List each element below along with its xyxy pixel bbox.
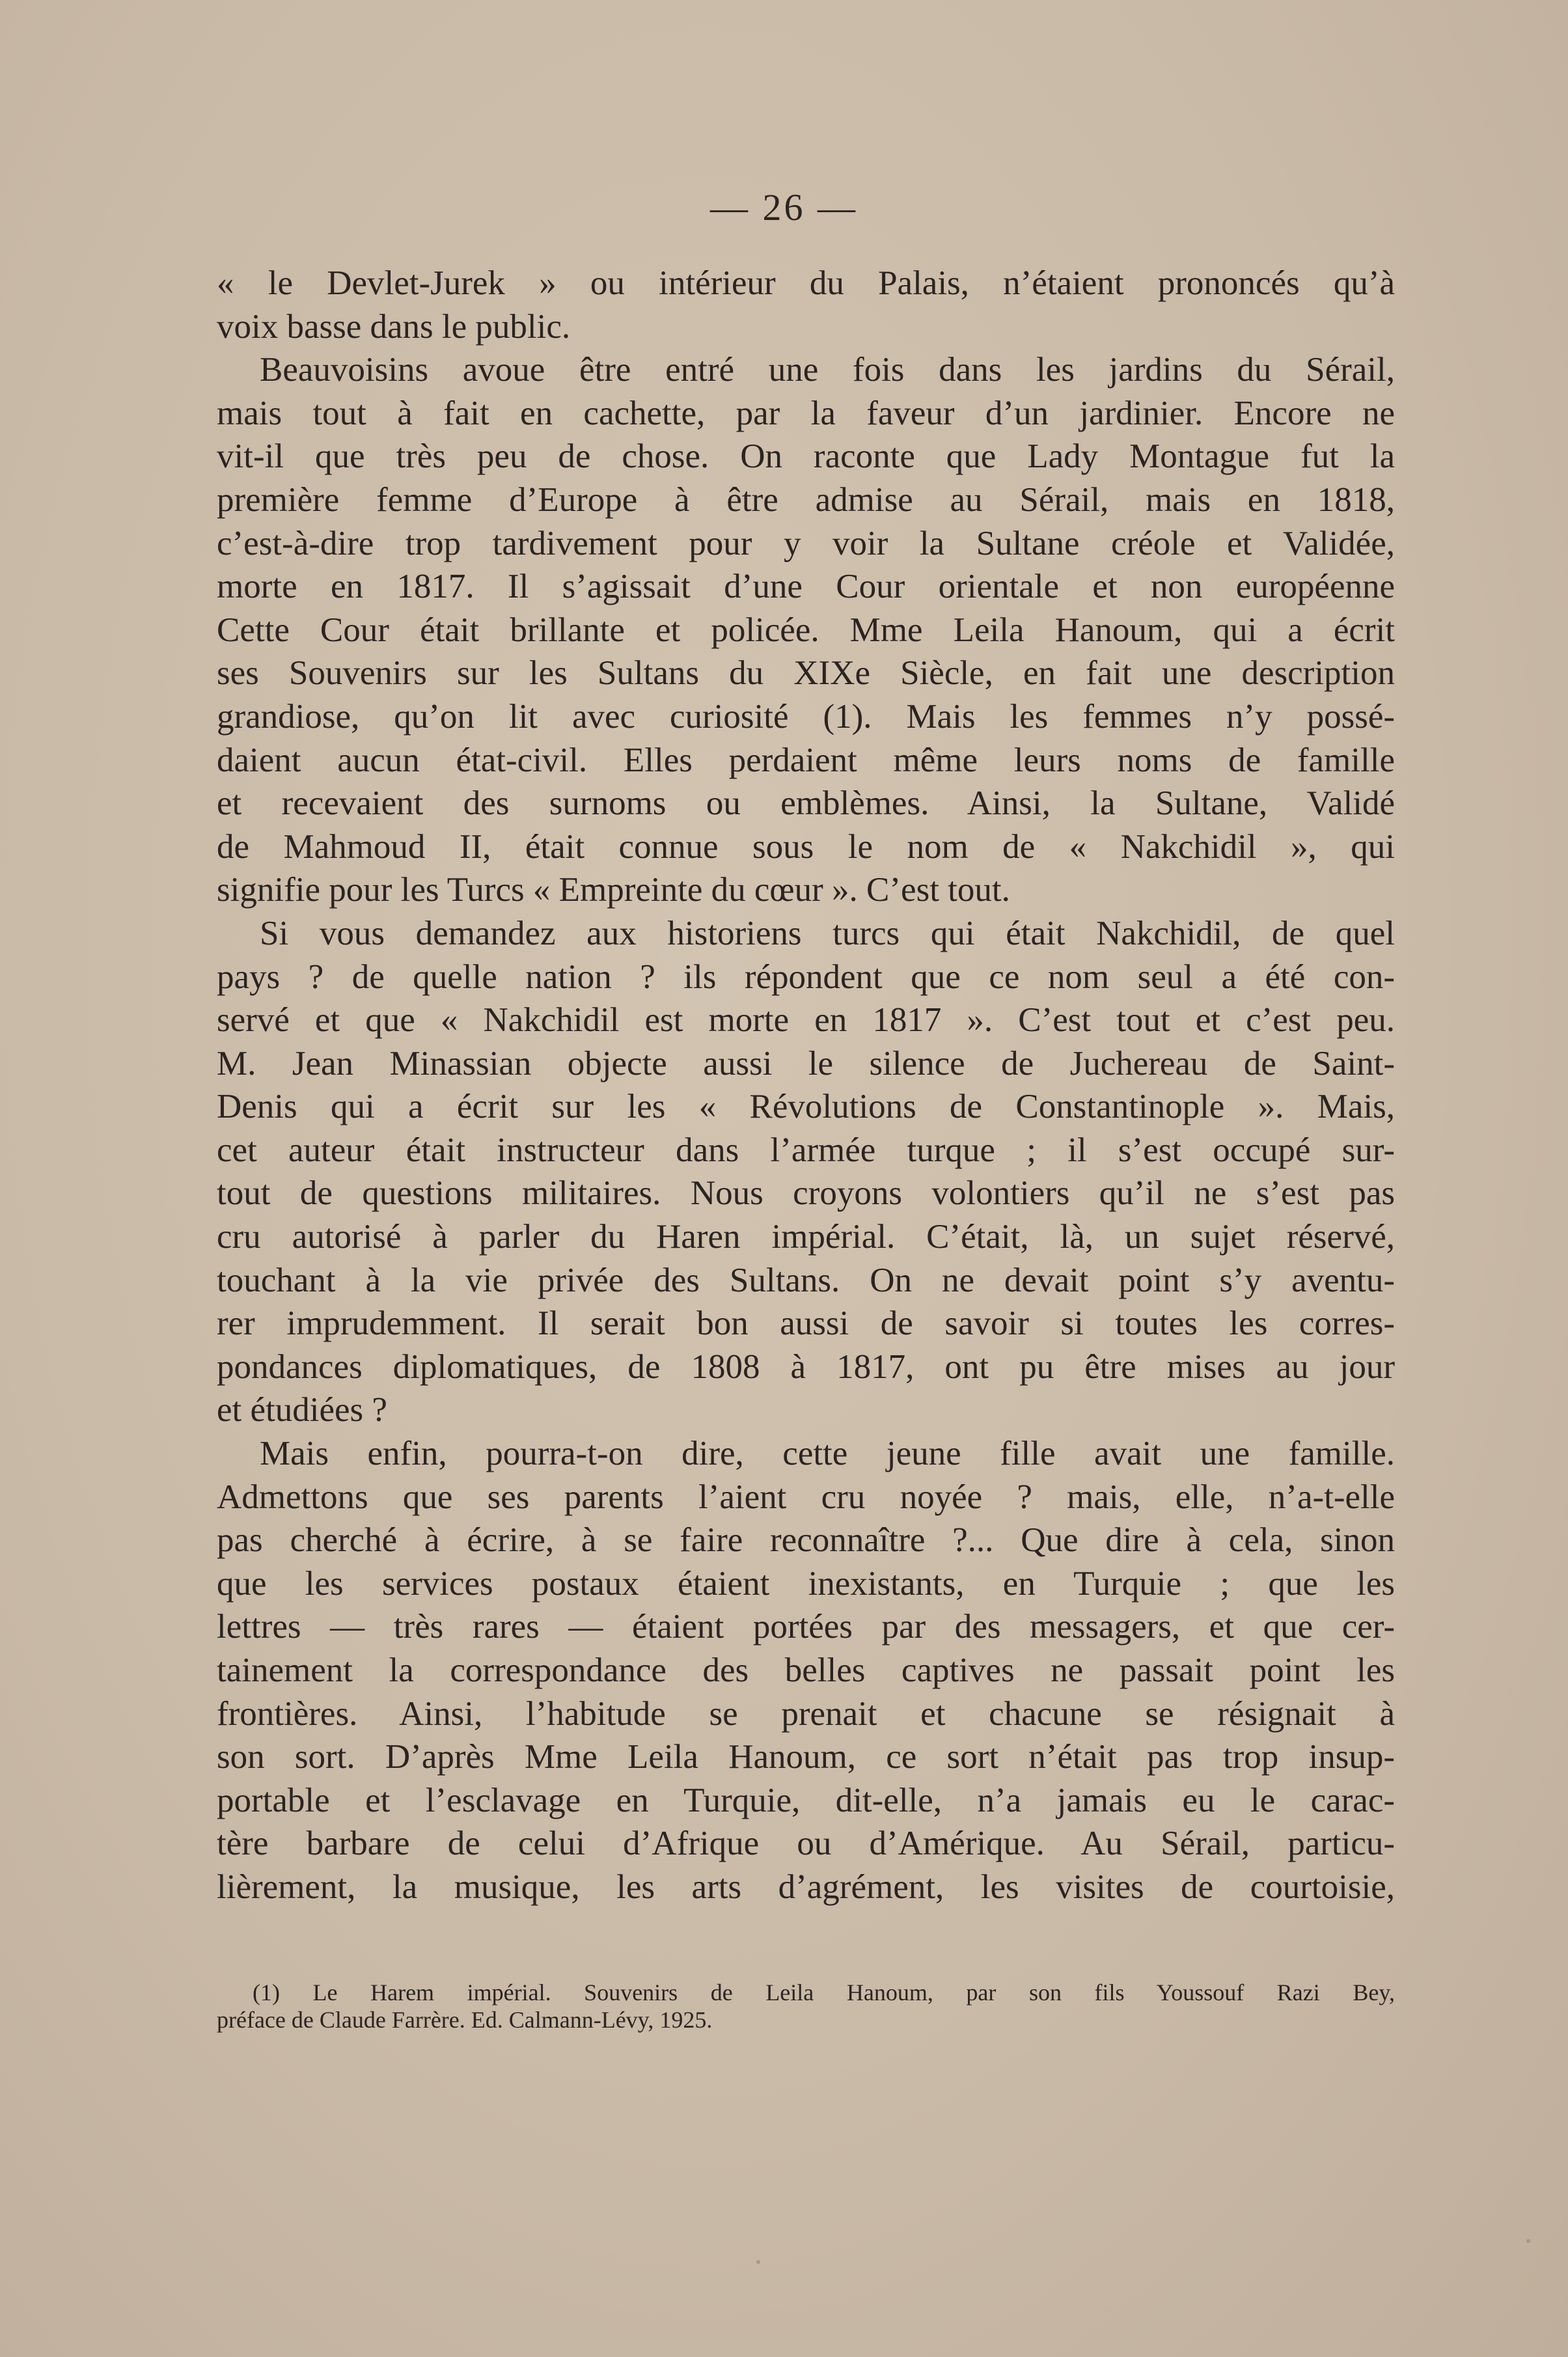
text-line: morte en 1817. Il s’agissait d’une Cour orientale et non européenne [217, 568, 1395, 606]
text-line: Cette Cour était brillante et policée. Mme Leila Hanoum, qui a écrit [217, 611, 1395, 649]
text-line: cet auteur était instructeur dans l’armée turque ; il s’est occupé sur- [217, 1131, 1395, 1169]
text-line: son sort. D’après Mme Leila Hanoum, ce sort n’était pas trop insup- [217, 1738, 1395, 1776]
text-line: portable et l’esclavage en Turquie, dit-elle, n’a jamais eu le carac- [217, 1781, 1395, 1819]
page-number: — 26 — [710, 186, 858, 228]
paragraph [217, 262, 1395, 348]
text-line: et recevaient des surnoms ou emblèmes. Ainsi, la Sultane, Validé [217, 784, 1395, 823]
text-line: touchant à la vie privée des Sultans. On ne devait point s’y aventu- [217, 1261, 1395, 1299]
text-line: signifie pour les Turcs « Empreinte du cœur ». C’est tout. [217, 871, 1010, 909]
text-line: tainement la correspondance des belles captives ne passait point les [217, 1651, 1395, 1689]
text-line: lièrement, la musique, les arts d’agrément, les visites de courtoisie, [217, 1868, 1395, 1906]
text-line: vit-il que très peu de chose. On raconte que Lady Montague fut la [217, 437, 1395, 476]
text-line: pays ? de quelle nation ? ils répondent que ce nom seul a été con- [217, 958, 1395, 996]
text-line: Beauvoisins avoue être entré une fois dans les jardins du Sérail, [260, 351, 1395, 389]
text-line: lettres — très rares — étaient portées par des messagers, et que cer- [217, 1608, 1395, 1646]
footnote [217, 1979, 1395, 2033]
text-line: première femme d’Europe à être admise au Sérail, mais en 1818, [217, 480, 1395, 519]
text-line: Si vous demandez aux historiens turcs qui était Nakchidil, de quel [260, 914, 1395, 952]
paragraph [217, 1432, 1395, 1909]
text-line: c’est-à-dire trop tardivement pour y voir la Sultane créole et Validée, [217, 524, 1395, 562]
text-line: servé et que « Nakchidil est morte en 1817 ». C’est tout et c’est peu. [217, 1001, 1395, 1040]
text-line: cru autorisé à parler du Haren impérial. C’était, là, un sujet réservé, [217, 1218, 1395, 1256]
text-line: « le Devlet-Jurek » ou intérieur du Palais, n’étaient prononcés qu’à [217, 264, 1395, 302]
text-line: daient aucun état-civil. Elles perdaient même leurs noms de famille [217, 741, 1395, 779]
text-line: tère barbare de celui d’Afrique ou d’Amérique. Au Sérail, particu- [217, 1825, 1395, 1863]
text-line: que les services postaux étaient inexistants, en Turquie ; que les [217, 1564, 1395, 1603]
footnote-line: préface de Claude Farrère. Ed. Calmann-Lévy, 1925. [217, 2007, 713, 2033]
text-line: rer imprudemment. Il serait bon aussi de savoir si toutes les corres- [217, 1304, 1395, 1343]
text-line: pas cherché à écrire, à se faire reconnaître ?... Que dire à cela, sinon [217, 1521, 1395, 1560]
text-line: M. Jean Minassian objecte aussi le silence de Juchereau de Saint- [217, 1044, 1395, 1082]
text-line: ses Souvenirs sur les Sultans du XIXe Siècle, en fait une description [217, 654, 1395, 693]
text-line: pondances diplomatiques, de 1808 à 1817, ont pu être mises au jour [217, 1347, 1395, 1386]
text-line: grandiose, qu’on lit avec curiosité (1). Mais les femmes n’y possé- [217, 697, 1395, 736]
text-line: de Mahmoud II, était connue sous le nom de « Nakchidil », qui [217, 827, 1395, 866]
paper-speck [756, 2260, 760, 2264]
text-line: Denis qui a écrit sur les « Révolutions de Constantinople ». Mais, [217, 1088, 1395, 1126]
text-line: tout de questions militaires. Nous croyons volontiers qu’il ne s’est pas [217, 1174, 1395, 1213]
text-line: et étudiées ? [217, 1391, 387, 1429]
text-line: mais tout à fait en cachette, par la faveur d’un jardinier. Encore ne [217, 394, 1395, 432]
body-text [217, 262, 1395, 1909]
text-line: frontières. Ainsi, l’habitude se prenait et chacune se résignait à [217, 1694, 1395, 1733]
footnote-line: (1) Le Harem impérial. Souvenirs de Leila Hanoum, par son fils Youssouf Razi Bey, [253, 1979, 1395, 2006]
paragraph [217, 912, 1395, 1432]
paragraph [217, 348, 1395, 912]
text-line: voix basse dans le public. [217, 307, 571, 346]
paper-speck [1526, 2239, 1530, 2243]
text-line: Mais enfin, pourra-t-on dire, cette jeune fille avait une famille. [260, 1435, 1395, 1473]
text-line: Admettons que ses parents l’aient cru noyée ? mais, elle, n’a-t-elle [217, 1478, 1395, 1516]
